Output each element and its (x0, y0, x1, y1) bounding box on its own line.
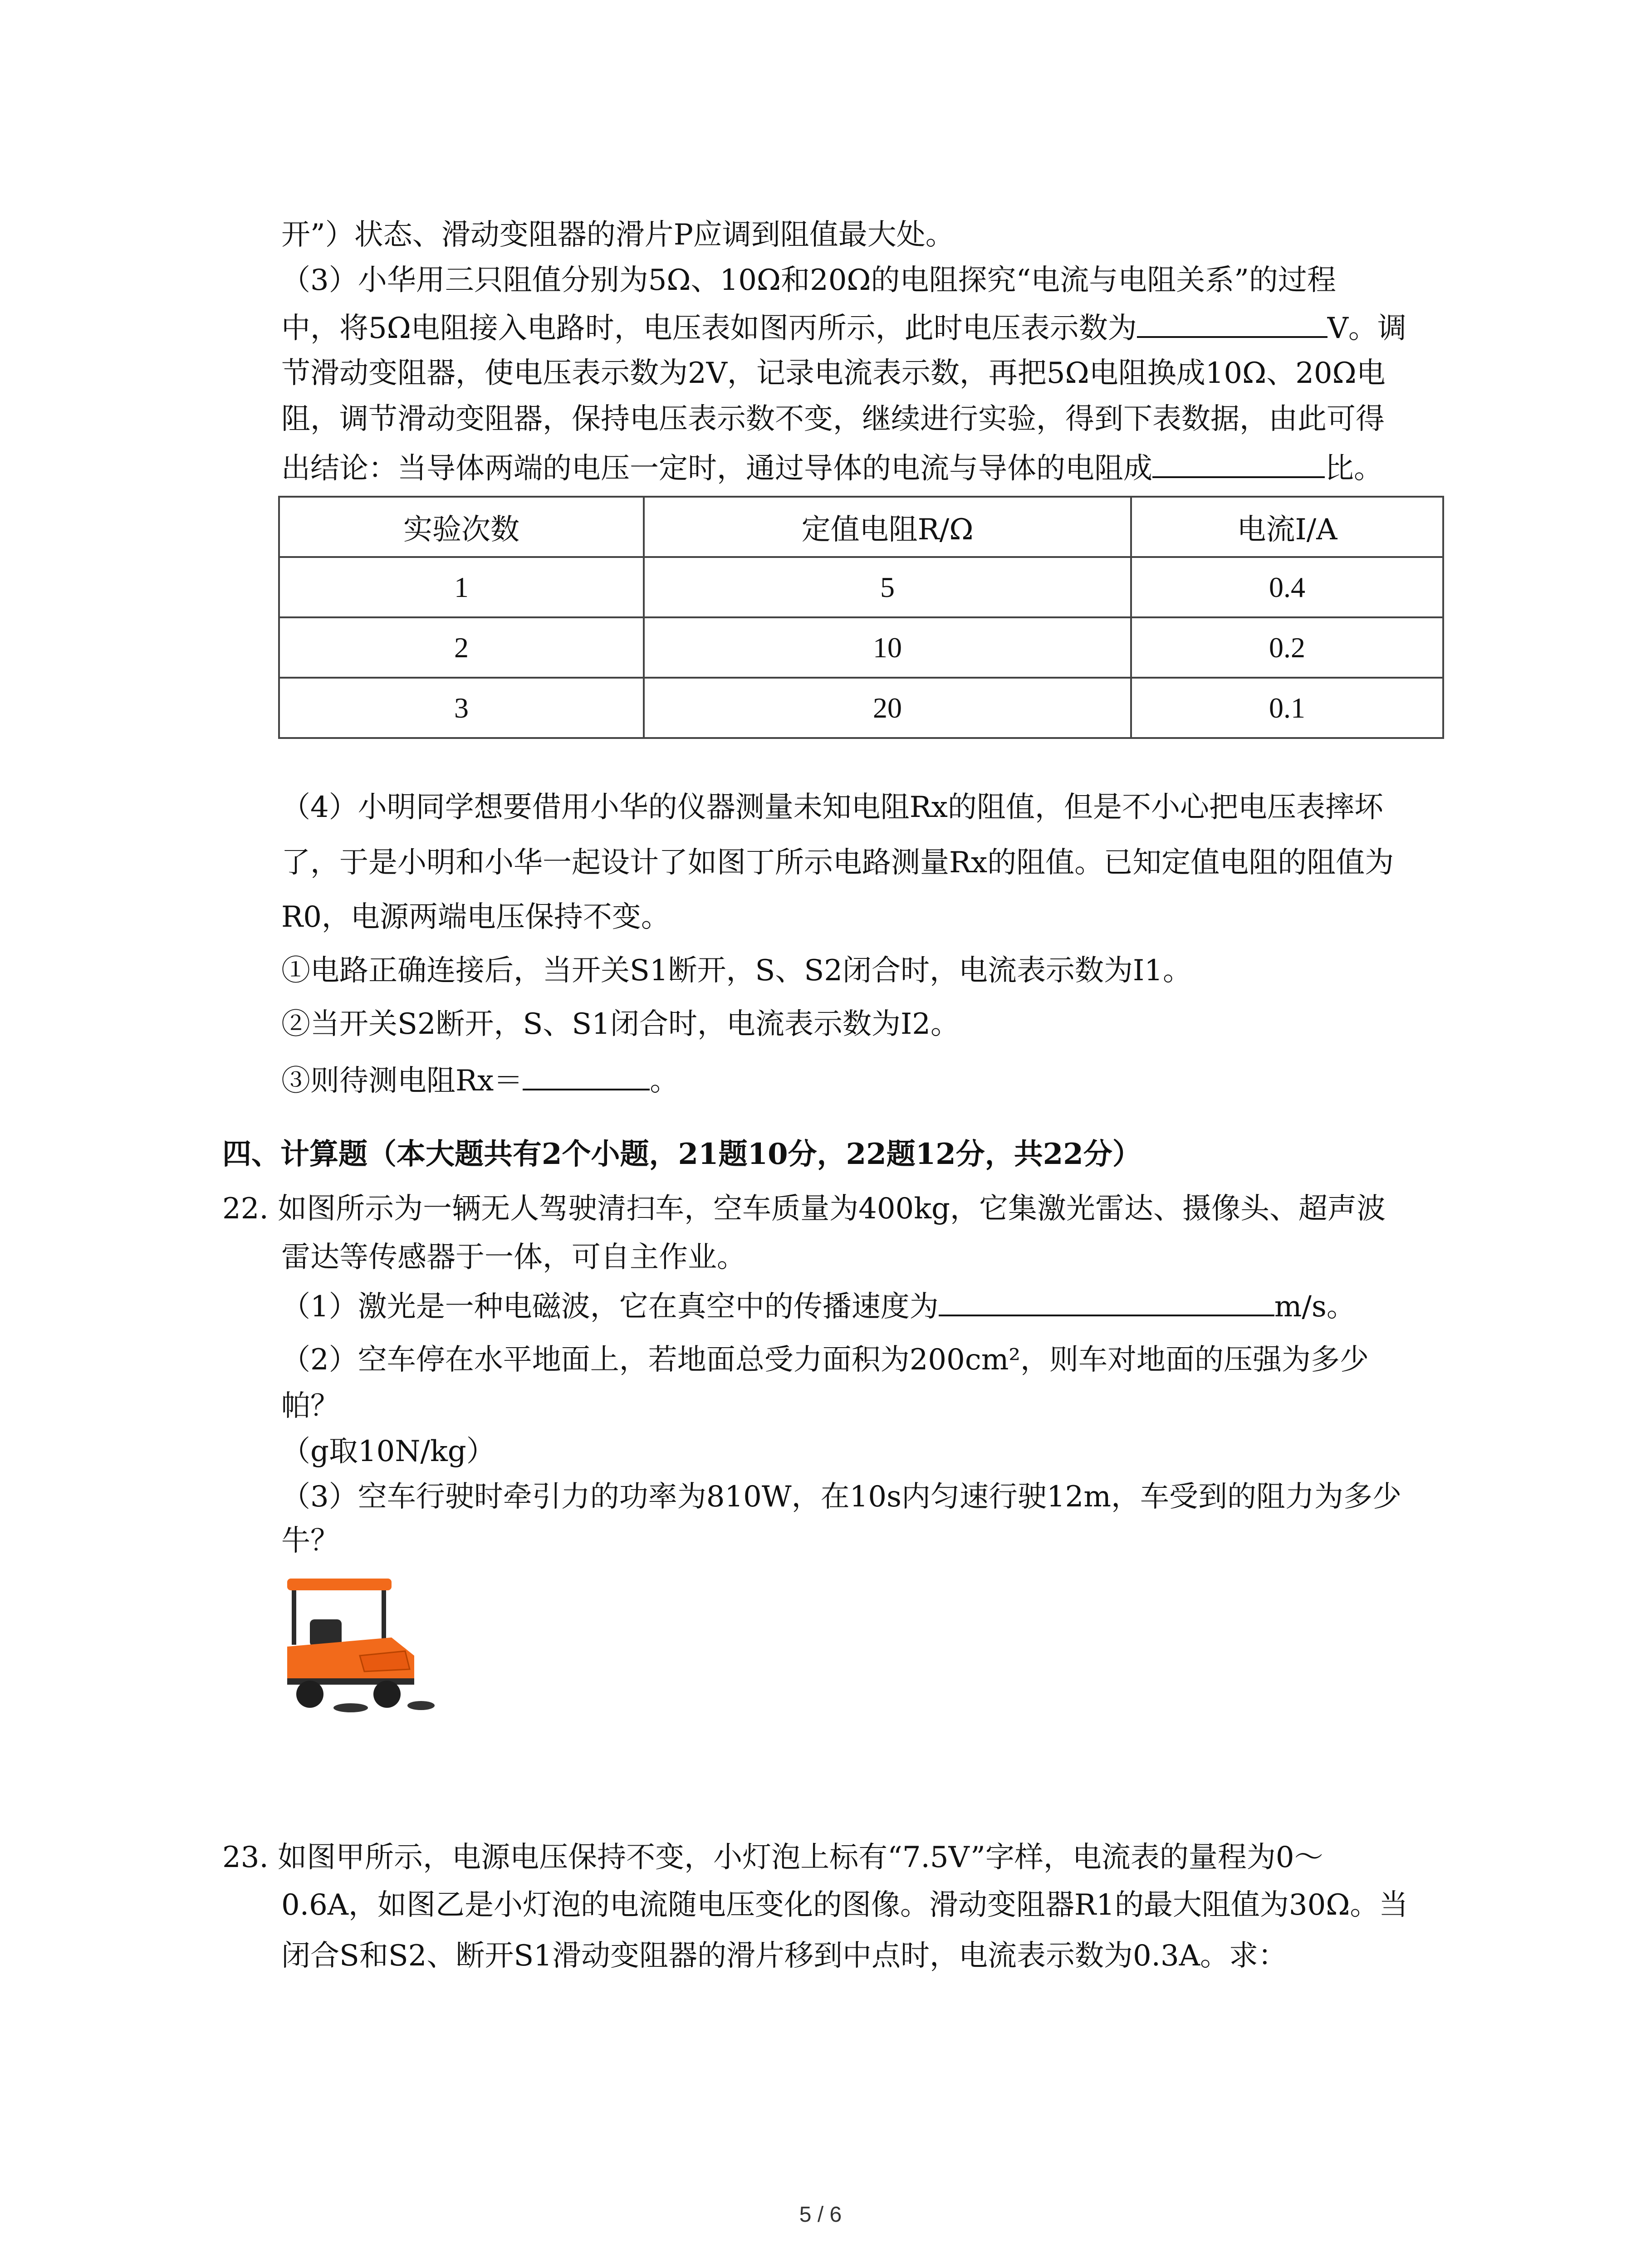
q22-stem-line1: 22. 如图所示为一辆无人驾驶清扫车，空车质量为400kg，它集激光雷达、摄像头、超声波 (222, 1192, 1386, 1226)
q21-part4-step3 (281, 1061, 679, 1099)
table-row (279, 617, 1443, 678)
q21-part3-line1: （3）小华用三只阻值分别为5Ω、10Ω和20Ω的电阻探究“电流与电阻关系”的过程 (281, 264, 1336, 297)
q21-part4-step2: ②当开关S2断开，S、S1闭合时，电流表示数为I2。 (281, 1007, 960, 1041)
table-cell: 1 (279, 557, 644, 617)
answer-blank-rx[interactable] (523, 1061, 650, 1090)
q21-part4-step3-end: 。 (650, 1064, 679, 1098)
q21-part3-line4: 阻，调节滑动变阻器，保持电压表示数不变，继续进行实验，得到下表数据，由此可得 (281, 402, 1385, 436)
data-table (278, 496, 1444, 739)
table-header-cell: 实验次数 (279, 497, 644, 557)
q21-part3-line2-text: 中，将5Ω电阻接入电路时，电压表如图丙所示，此时电压表示数为 (281, 312, 1137, 345)
q21-part4-line3: R0，电源两端电压保持不变。 (281, 900, 670, 934)
sweeper-vehicle-image (278, 1569, 437, 1719)
q22-part2-line1: （2）空车停在水平地面上，若地面总受力面积为200cm²，则车对地面的压强为多少 (281, 1343, 1369, 1377)
table-header-cell: 定值电阻R/Ω (644, 497, 1131, 557)
q21-part4-step1: ①电路正确连接后，当开关S1断开，S、S2闭合时，电流表示数为I1。 (281, 954, 1192, 987)
q22-part3-line2: 牛？ (281, 1524, 339, 1558)
page-number: 5 / 6 (799, 2203, 842, 2227)
q22-part2-line2: 帕？ (281, 1389, 339, 1423)
table-cell: 20 (644, 678, 1131, 738)
vehicle-roof (287, 1579, 392, 1590)
q22-part1-unit: m/s。 (1274, 1290, 1356, 1324)
table-header-row (279, 497, 1443, 557)
q23-stem-line1: 23. 如图甲所示，电源电压保持不变，小灯泡上标有“7.5V”字样，电流表的量程为0～ (222, 1841, 1323, 1874)
q21-part4-line1: （4）小明同学想要借用小华的仪器测量未知电阻Rx的阻值，但是不小心把电压表摔坏 (281, 791, 1383, 824)
answer-blank-voltage[interactable] (1137, 309, 1327, 338)
table-cell: 5 (644, 557, 1131, 617)
table-row (279, 557, 1443, 617)
q22-part2-line3: （g取10N/kg） (281, 1435, 495, 1468)
vehicle-pillar (292, 1590, 296, 1645)
q21-part3-line5-text: 出结论：当导体两端的电压一定时，通过导体的电流与导体的电阻成 (281, 452, 1152, 485)
table-cell: 10 (644, 617, 1131, 678)
q21-continuation-line: 开”）状态、滑动变阻器的滑片P应调到阻值最大处。 (281, 218, 955, 252)
vehicle-brush (333, 1703, 368, 1712)
table-cell: 0.1 (1131, 678, 1443, 738)
section-heading: 四、计算题（本大题共有2个小题，21题10分，22题12分，共22分） (222, 1137, 1141, 1171)
q22-part3-line1: （3）空车行驶时牵引力的功率为810W，在10s内匀速行驶12m，车受到的阻力为多少 (281, 1480, 1402, 1514)
vehicle-wheel (373, 1681, 401, 1708)
q21-part3-line5-end: 比。 (1325, 452, 1383, 485)
q21-part3-line2 (281, 309, 1406, 347)
vehicle-pillar (382, 1590, 386, 1645)
q22-stem-line2: 雷达等传感器于一体，可自主作业。 (281, 1241, 746, 1274)
q21-part3-line3: 节滑动变阻器，使电压表示数为2V，记录电流表示数，再把5Ω电阻换成10Ω、20Ω电 (281, 357, 1386, 390)
q21-part4-step3-text: ③则待测电阻Rx＝ (281, 1064, 523, 1098)
vehicle-wheel (296, 1681, 323, 1708)
q21-part4-line2: 了，于是小明和小华一起设计了如图丁所示电路测量Rx的阻值。已知定值电阻的阻值为 (281, 846, 1394, 880)
table-cell: 0.4 (1131, 557, 1443, 617)
q21-part3-line5 (281, 449, 1383, 487)
table-row (279, 678, 1443, 738)
table-cell: 2 (279, 617, 644, 678)
q23-stem-line2: 0.6A，如图乙是小灯泡的电流随电压变化的图像。滑动变阻器R1的最大阻值为30Ω。当 (281, 1888, 1408, 1922)
q22-part1-text: （1）激光是一种电磁波，它在真空中的传播速度为 (281, 1290, 939, 1324)
q23-stem-line3: 闭合S和S2、断开S1滑动变阻器的滑片移到中点时，电流表示数为0.3A。求： (281, 1939, 1287, 1973)
q22-part1 (281, 1287, 1356, 1325)
answer-blank-speed[interactable] (939, 1287, 1274, 1316)
table-cell: 3 (279, 678, 644, 738)
q21-part3-line2-unit: V。调 (1327, 312, 1406, 345)
table-header-cell: 电流I/A (1131, 497, 1443, 557)
answer-blank-relation[interactable] (1152, 449, 1325, 478)
vehicle-brush (407, 1701, 435, 1710)
table-cell: 0.2 (1131, 617, 1443, 678)
